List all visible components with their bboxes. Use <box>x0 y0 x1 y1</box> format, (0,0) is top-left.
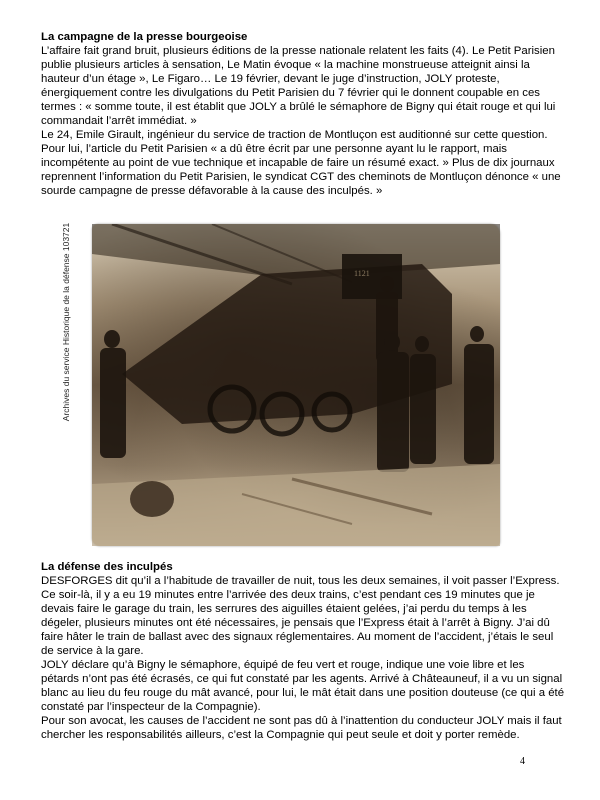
paragraph: Le 24, Emile Girault, ingénieur du service de traction de Montluçon est auditionné sur cette question. <box>41 129 548 141</box>
section-defense <box>41 560 565 742</box>
paragraph: L’affaire fait grand bruit, plusieurs éditions de la presse nationale relatent les faits (4). Le Petit Parisien publie plusieurs articles à sensation, Le Matin évoque « la machine monstrueuse atteignit ainsi la hauteur d’un étage », Le Figaro… Le 19 février, devant le juge d’instruction, JOLY proteste, énergiquement contre les divulgations du Petit Parisien du 7 février qui le donnent coupable en ces termes : « somme toute, il est établit que JOLY a brûlé le sémaphore de Bigny qui était rouge et qui lui commandait l’arrêt immédiat. » <box>41 45 556 127</box>
paragraph: Pour lui, l’article du Petit Parisien « a dû être écrit par une personne ayant lu le rapport, mais incompétente au point de vue technique et incapable de faire un résumé exact. » Plus de dix journaux reprennent l’information du Petit Parisien, le syndicat CGT des cheminots de Montluçon dénonce « une sourde campagne de presse défavorable à la cause des inculpés. » <box>41 143 561 197</box>
photo-illustration <box>92 224 500 546</box>
section-heading: La campagne de la presse bourgeoise <box>41 31 248 43</box>
paragraph: Pour son avocat, les causes de l’accident ne sont pas dû à l’inattention du conducteur JOLY mais il faut chercher les responsabilités ailleurs, c’est la Compagnie qui peut seule et doit y porter remède. <box>41 715 562 741</box>
paragraph: JOLY déclare qu’à Bigny le sémaphore, équipé de feu vert et rouge, indique une voie libre et les pétards n’ont pas été écrasés, ce qui fut constaté par les agents. Arrivé à Châteauneuf, il a vu un signal blanc au lieu du feu rouge du mât avancé, pour lui, le mât était dans une position douteuse (ce qui a été constaté par l’inspecteur de la Compagnie). <box>41 659 565 713</box>
document-page: La campagne de la presse bourgeoise L’affaire fait grand bruit, plusieurs éditions de la presse nationale relatent les faits (4). Le Petit Parisien publie plusieurs articles à sensation, Le Matin évoque « la machine monstrueuse atteignit ainsi la hauteur d’un étage », Le Figaro… Le 19 février, devant le juge d’instruction, JOLY proteste, énergiquement contre les divulgations du Petit Parisien du 7 février qui le donnent coupable en ces termes : « somme toute, il est établit que JOLY a brûlé le sémaphore de Bigny qui était rouge et qui lui commandait l’arrêt immédiat. » Le 24, Emile Girault, ingénieur du service de traction de Montluçon est auditionné sur cette question. Pour lui, l’article du Petit Parisien « a dû être écrit par une personne ayant lu le rapport, mais incompétente au point de vue technique et incapable de faire un résumé exact. » Plus de dix journaux reprennent l’information du Petit Parisien, le syndicat CGT des cheminots de Montluçon dénonce « une sourde campagne de presse défavorable à la cause des inculpés. » Archives du service Historique de la défense 103721 1121 La défense des inculpés DESFORGES dit qu’il a l’habitude de travailler de nuit, tous les deux semaines, il voit passer l’Express. Ce soir-là, il y a eu 19 minutes entre l’arrivée des deux trains, c’est pendant ces 19 minutes que je devais faire le garage du train, les serrures des aiguilles étaient gelées, j’ai perdu du temps à les dégeler, plusieurs minutes ont été nécessaires, je pensais que l’Express était à l’arrêt à Bigny. J’ai dû faire hâter le train de ballast avec des signaux réglementaires. Au moment de l’accident, j’étais le seul de service à la gare. JOLY déclare qu’à Bigny le sémaphore, équipé de feu vert et rouge, indique une voie libre et les pétards n’ont pas été écrasés, ce qui fut constaté par les agents. Arrivé à Châteauneuf, il a vu un signal blanc au lieu du feu rouge du mât avancé, pour lui, le mât était dans une position douteuse (ce qui a été constaté par l’inspecteur de la Compagnie). Pour son avocat, les causes de l’accident ne sont pas dû à l’inattention du conducteur JOLY mais il faut chercher les responsabilités ailleurs, c’est la Compagnie qui peut seule et doit y porter remède. 4 <box>41 31 565 767</box>
section-press-campaign <box>41 30 565 198</box>
plate-number: 1121 <box>354 269 370 278</box>
historical-photo-locomotive <box>92 224 500 546</box>
paragraph: DESFORGES dit qu’il a l’habitude de travailler de nuit, tous les deux semaines, il voit passer l’Express. Ce soir-là, il y a eu 19 minutes entre l’arrivée des deux trains, c’est pendant ces 19 minutes que je devais faire le garage du train, les serrures des aiguilles étaient gelées, j’ai perdu du temps à les dégeler, plusieurs minutes ont été nécessaires, je pensais que l’Express était à l’arrêt à Bigny. J’ai dû faire hâter le train de ballast avec des signaux réglementaires. Au moment de l’accident, j’étais le seul de service à la gare. <box>41 575 560 657</box>
page-number: 4 <box>520 756 525 767</box>
section-heading: La défense des inculpés <box>41 561 173 573</box>
